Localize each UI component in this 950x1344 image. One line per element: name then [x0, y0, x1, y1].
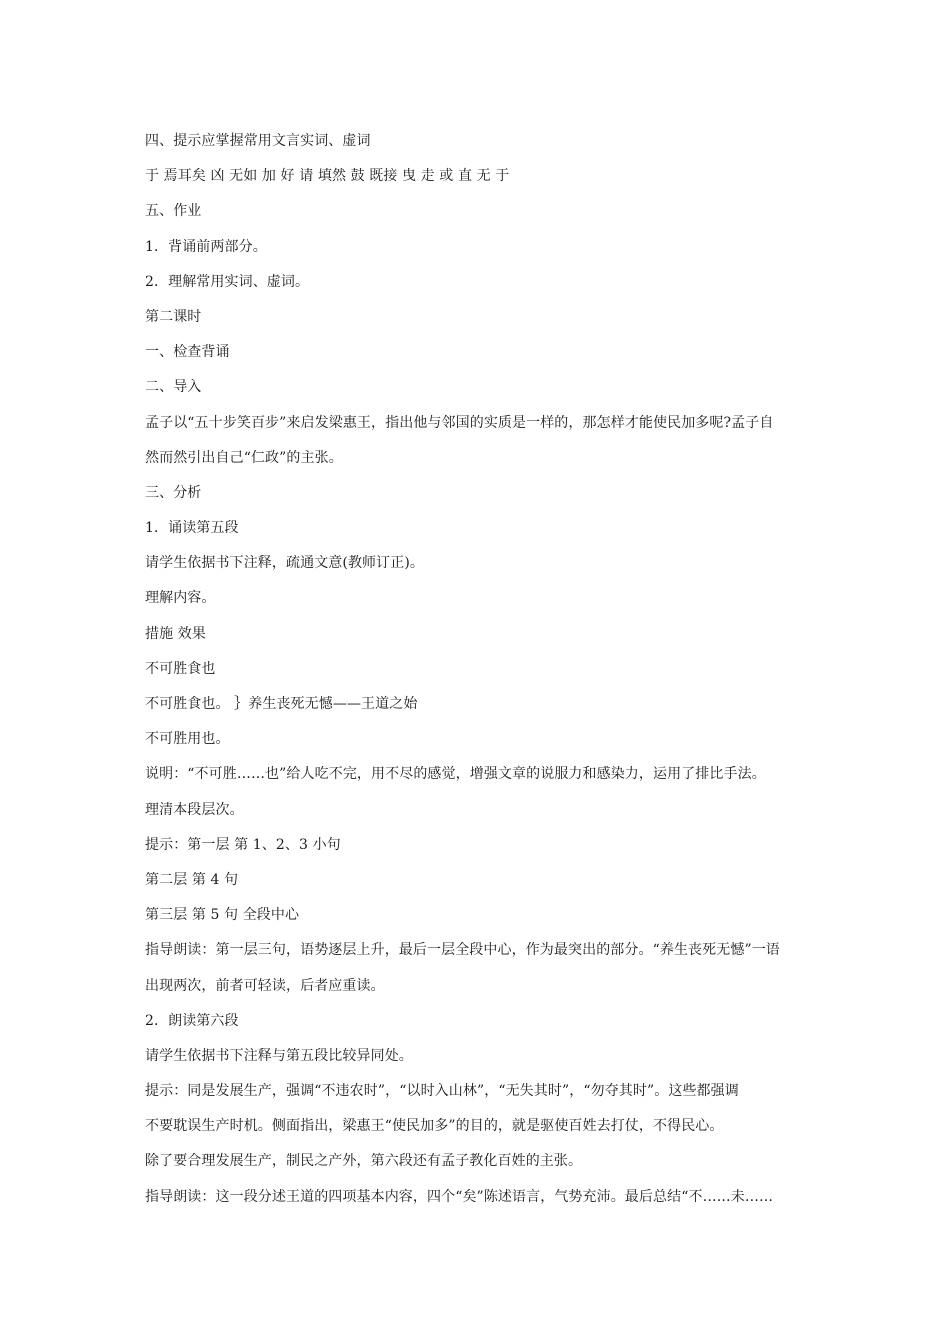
section-heading: 二、导入 [145, 379, 202, 396]
paragraph-line: 措施 效果 [145, 625, 206, 642]
vocabulary-list: 于 焉耳矣 凶 无如 加 好 请 填然 鼓 既接 曳 走 或 直 无 于 [145, 168, 510, 185]
paragraph-line: 不要耽误生产时机。侧面指出，梁惠王“使民加多”的目的，就是驱使百姓去打仗，不得民心。 [145, 1118, 724, 1135]
list-item: 1．诵读第五段 [145, 520, 239, 537]
paragraph-line: 指导朗读：这一段分述王道的四项基本内容，四个“矣”陈述语言，气势充沛。最后总结“不……未…… [145, 1188, 774, 1205]
paragraph-line: 请学生依据书下注释与第五段比较异同处。 [145, 1047, 413, 1064]
document-body [145, 124, 810, 1215]
section-heading: 五、作业 [145, 203, 202, 220]
paragraph-line: 提示：同是发展生产，强调“不违农时”，“以时入山林”，“无失其时”，“勿夺其时”。这些都强调 [145, 1083, 739, 1100]
list-item: 2．朗读第六段 [145, 1012, 239, 1029]
paragraph-line: 理解内容。 [145, 590, 216, 607]
paragraph-line: 说明：“不可胜……也”给人吃不完，用不尽的感觉，增强文章的说服力和感染力，运用了排比手法。 [145, 766, 766, 783]
section-heading: 四、提示应掌握常用文言实词、虚词 [145, 133, 371, 149]
paragraph-line: 不可胜用也。 [145, 731, 230, 748]
paragraph-line: 出现两次，前者可轻读，后者应重读。 [145, 977, 385, 994]
section-heading: 一、检查背诵 [145, 344, 230, 361]
paragraph-line: 提示：第一层 第 1、2、3 小句 [145, 836, 341, 853]
paragraph-line: 不可胜食也 [145, 660, 216, 677]
lesson-heading: 第二课时 [145, 308, 202, 325]
paragraph-line: 孟子以“五十步笑百步”来启发梁惠王，指出他与邻国的实质是一样的，那怎样才能使民加多呢?孟子自 [145, 414, 774, 431]
paragraph-line: 第三层 第 5 句 全段中心 [145, 907, 300, 924]
paragraph-line: 不可胜食也。 ｝养生丧死无憾——王道之始 [145, 696, 418, 712]
paragraph-line: 第二层 第 4 句 [145, 871, 239, 888]
paragraph-line: 请学生依据书下注释，疏通文意(教师订正)。 [145, 555, 425, 572]
paragraph-line: 理清本段层次。 [145, 801, 244, 818]
section-heading: 三、分析 [145, 484, 202, 501]
list-item: 2．理解常用实词、虚词。 [145, 273, 310, 290]
list-item: 1．背诵前两部分。 [145, 238, 267, 255]
paragraph-line: 然而然引出自己“仁政”的主张。 [145, 449, 343, 466]
paragraph-line: 指导朗读：第一层三句，语势逐层上升，最后一层全段中心，作为最突出的部分。“养生丧死无憾”一语 [145, 942, 780, 959]
paragraph-line: 除了要合理发展生产，制民之产外，第六段还有孟子教化百姓的主张。 [145, 1153, 583, 1170]
